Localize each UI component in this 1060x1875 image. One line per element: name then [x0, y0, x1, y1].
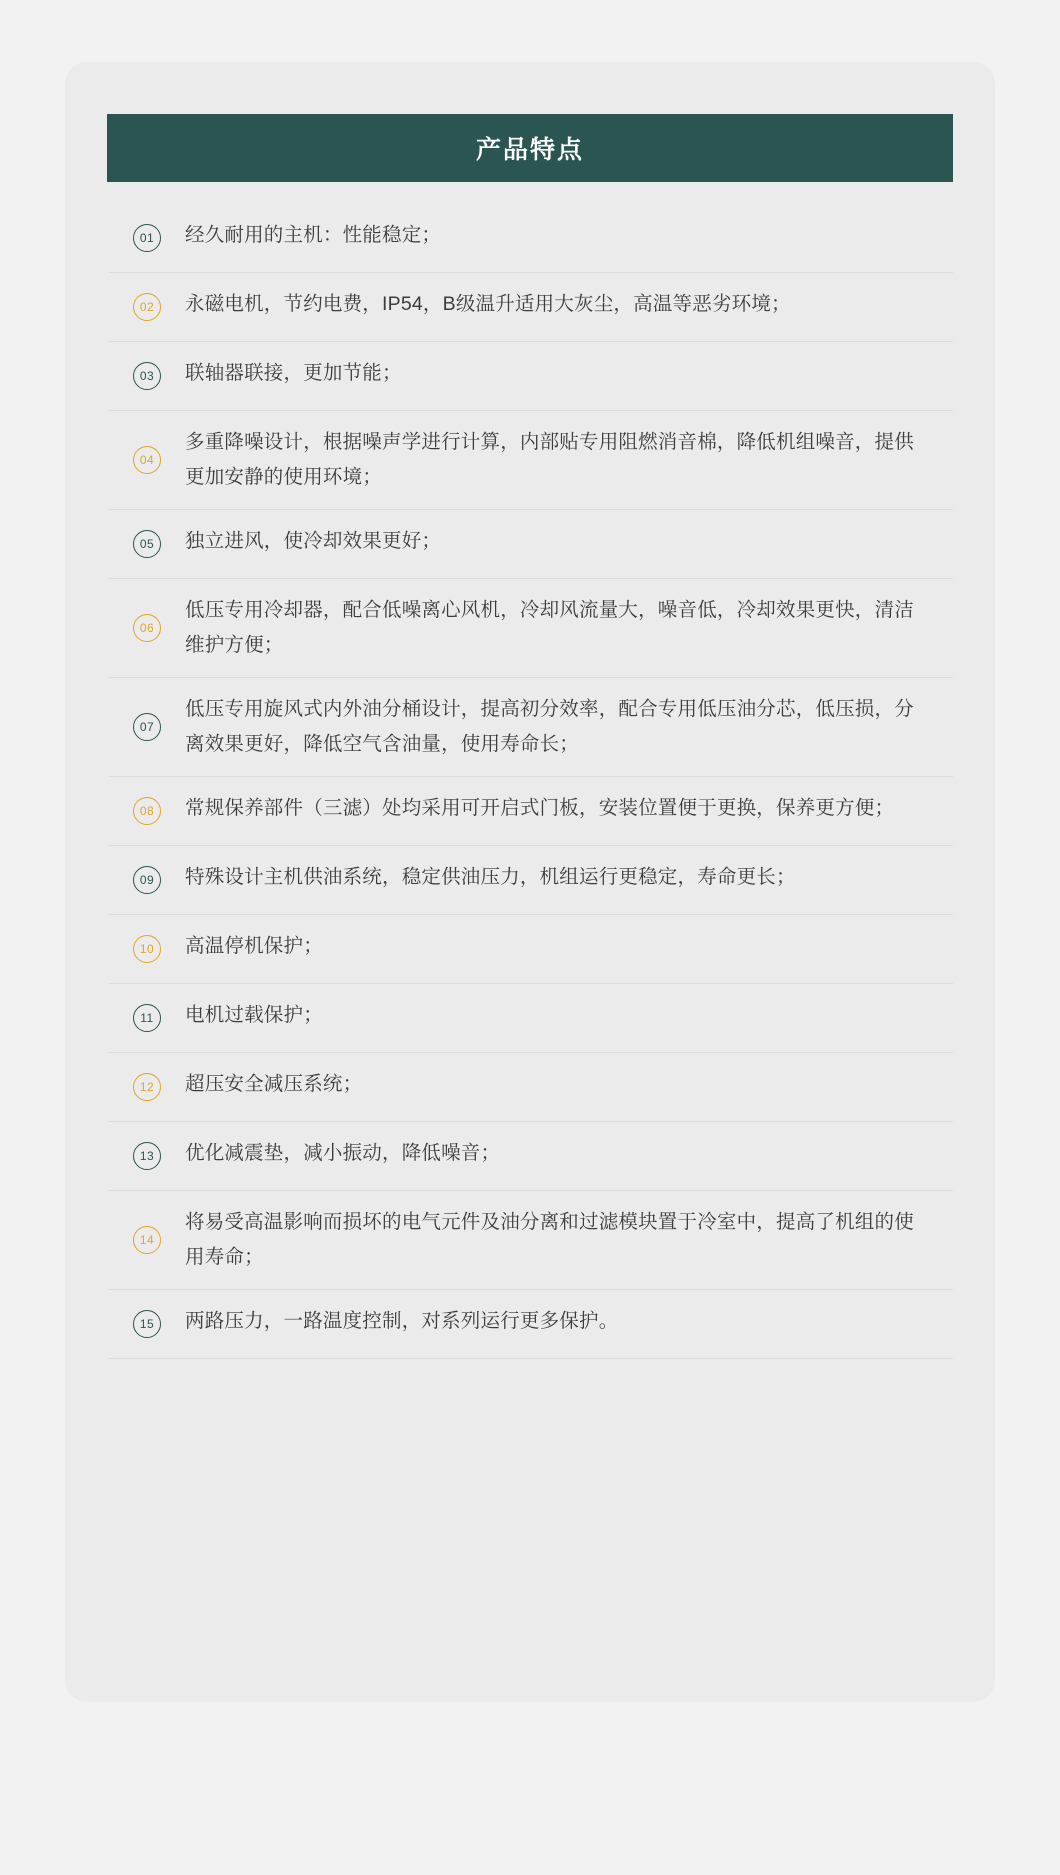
list-item-label: 经久耐用的主机：性能稳定；: [185, 224, 442, 246]
list-item-badge-wrap: [109, 1073, 185, 1101]
list-item-label: 多重降噪设计，根据噪声学进行计算，内部贴专用阻燃消音棉，降低机组噪音，提供更加安静的使用环境；: [185, 431, 914, 488]
number-badge-icon: 06: [133, 614, 161, 642]
list-item-badge-wrap: [109, 1226, 185, 1254]
number-badge-icon: 11: [133, 1004, 161, 1032]
list-item-badge-wrap: [109, 797, 185, 825]
list-item-label: 优化减震垫，减小振动，降低噪音；: [185, 1142, 501, 1164]
feature-list: [107, 204, 953, 1359]
list-item: [109, 915, 953, 984]
number-badge-icon: 02: [133, 293, 161, 321]
number-badge-icon: 12: [133, 1073, 161, 1101]
list-item-label: 联轴器联接，更加节能；: [185, 362, 402, 384]
list-item-badge-wrap: [109, 530, 185, 558]
list-item: [109, 777, 953, 846]
list-item-label: 两路压力，一路温度控制，对系列运行更多保护。: [185, 1310, 619, 1332]
list-item: [109, 579, 953, 678]
list-item: [109, 1290, 953, 1359]
list-item: [109, 1053, 953, 1122]
list-item: [109, 273, 953, 342]
list-item-label: 常规保养部件（三滤）处均采用可开启式门板，安装位置便于更换，保养更方便；: [185, 797, 895, 819]
list-item-badge-wrap: [109, 224, 185, 252]
list-item-label: 独立进风，使冷却效果更好；: [185, 530, 442, 552]
list-item-label: 低压专用冷却器，配合低噪离心风机，冷却风流量大，噪音低，冷却效果更快，清洁维护方便；: [185, 599, 914, 656]
list-item-badge-wrap: [109, 614, 185, 642]
list-item: [109, 510, 953, 579]
list-item-label: 超压安全减压系统；: [185, 1073, 363, 1095]
list-item: [109, 846, 953, 915]
number-badge-icon: 15: [133, 1310, 161, 1338]
list-item: [109, 342, 953, 411]
number-badge-icon: 09: [133, 866, 161, 894]
number-badge-icon: 13: [133, 1142, 161, 1170]
number-badge-icon: 14: [133, 1226, 161, 1254]
list-item: [109, 984, 953, 1053]
list-item-label: 特殊设计主机供油系统，稳定供油压力，机组运行更稳定，寿命更长；: [185, 866, 796, 888]
list-item-badge-wrap: [109, 446, 185, 474]
list-item-badge-wrap: [109, 866, 185, 894]
number-badge-icon: 07: [133, 713, 161, 741]
list-item: [109, 1191, 953, 1290]
section-banner: [107, 114, 953, 182]
list-item-badge-wrap: [109, 362, 185, 390]
number-badge-icon: 08: [133, 797, 161, 825]
product-features-card: [65, 62, 995, 1702]
list-item-badge-wrap: [109, 935, 185, 963]
list-item-label: 将易受高温影响而损坏的电气元件及油分离和过滤模块置于冷室中，提高了机组的使用寿命；: [185, 1211, 914, 1268]
list-item-badge-wrap: [109, 293, 185, 321]
list-item-badge-wrap: [109, 713, 185, 741]
list-item-badge-wrap: [109, 1004, 185, 1032]
list-item-label: 电机过载保护；: [185, 1004, 323, 1026]
number-badge-icon: 04: [133, 446, 161, 474]
page-title: 产品特点: [475, 136, 584, 164]
number-badge-icon: 03: [133, 362, 161, 390]
list-item: [109, 1122, 953, 1191]
number-badge-icon: 10: [133, 935, 161, 963]
list-item: [109, 678, 953, 777]
list-item-badge-wrap: [109, 1310, 185, 1338]
list-item-label: 永磁电机，节约电费，IP54，B级温升适用大灰尘，高温等恶劣环境；: [185, 293, 791, 315]
number-badge-icon: 01: [133, 224, 161, 252]
list-item: [109, 204, 953, 273]
list-item: [109, 411, 953, 510]
list-item-label: 低压专用旋风式内外油分桶设计，提高初分效率，配合专用低压油分芯，低压损，分离效果更好，降低空气含油量，使用寿命长；: [185, 698, 914, 755]
list-item-badge-wrap: [109, 1142, 185, 1170]
list-item-label: 高温停机保护；: [185, 935, 323, 957]
number-badge-icon: 05: [133, 530, 161, 558]
